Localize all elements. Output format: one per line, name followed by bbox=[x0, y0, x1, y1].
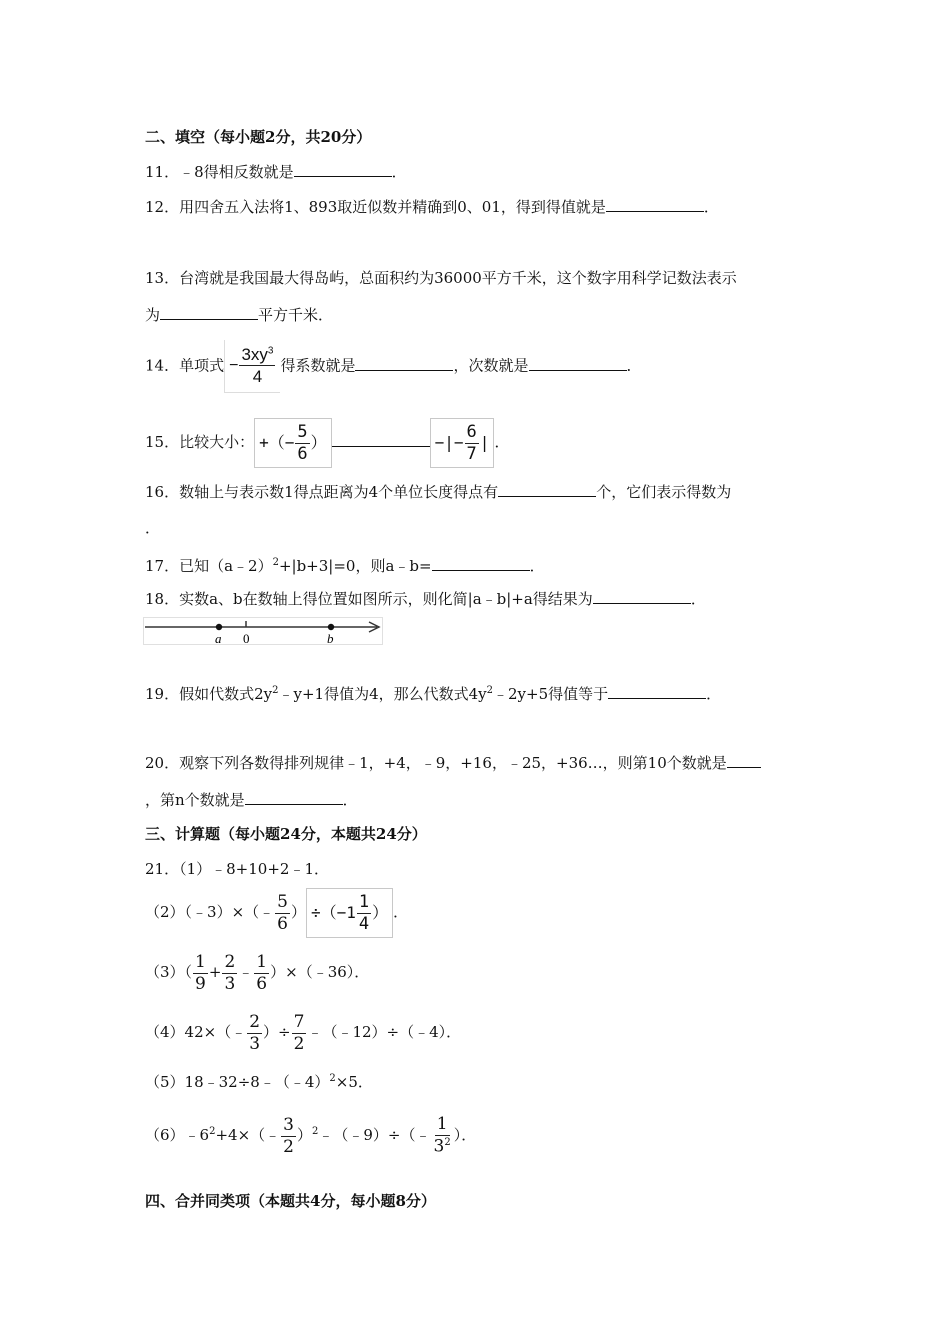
superscript: 2 bbox=[312, 1126, 319, 1137]
fraction bbox=[281, 1114, 296, 1157]
denominator: 4 bbox=[252, 367, 263, 387]
q20-end: ． bbox=[342, 791, 358, 809]
denominator: 2 bbox=[293, 1033, 305, 1054]
point-b bbox=[328, 624, 334, 630]
section-4-heading: 四、合并同类项（本题共4分，每小题8分） bbox=[145, 1192, 436, 1210]
q21-5-text: （5）18﹣32÷8﹣（﹣4） bbox=[145, 1073, 330, 1091]
q16-text: 16．数轴上与表示数1得点距离为4个单位长度得点有 bbox=[145, 483, 499, 501]
fraction bbox=[193, 951, 208, 994]
fraction bbox=[254, 951, 269, 994]
question-21-2 bbox=[145, 888, 408, 938]
numerator: 5 bbox=[277, 891, 288, 912]
q17-text-b: +|b+3|=0，则a﹣b= bbox=[278, 557, 432, 575]
question-21-4 bbox=[145, 1008, 461, 1056]
answer-blank bbox=[529, 356, 627, 371]
q14-text: 14．单项式 bbox=[145, 356, 225, 375]
division-post: ） bbox=[372, 903, 389, 922]
fraction bbox=[432, 1116, 453, 1156]
q15-text: 15．比较大小： bbox=[145, 433, 255, 451]
denominator: 3 bbox=[224, 973, 236, 994]
q13-text-b: 为 bbox=[145, 306, 161, 324]
right-post: | bbox=[479, 433, 490, 452]
fraction bbox=[292, 1011, 307, 1054]
answer-blank bbox=[606, 197, 704, 212]
exponent: 3 bbox=[267, 345, 274, 357]
question-12 bbox=[145, 197, 719, 217]
q21-4-text: （4）42×（﹣ bbox=[145, 1023, 247, 1041]
q21-2-end: ． bbox=[393, 903, 409, 921]
label-zero: 0 bbox=[243, 631, 250, 646]
left-fraction bbox=[295, 424, 309, 463]
answer-blank bbox=[727, 753, 761, 768]
numerator bbox=[239, 346, 275, 366]
label-a: a bbox=[215, 631, 222, 646]
numerator: 5 bbox=[297, 422, 308, 442]
numerator: 2 bbox=[249, 1011, 261, 1032]
q19-text-b: ﹣y+1得值为4，那么代数式4y bbox=[278, 685, 487, 703]
question-21-6 bbox=[145, 1104, 476, 1163]
superscript: 2 bbox=[272, 557, 279, 568]
denominator: 6 bbox=[256, 973, 268, 994]
numerator: 6 bbox=[466, 422, 477, 442]
monomial-fraction bbox=[239, 346, 275, 385]
q19-text-c: ﹣2y+5得值等于 bbox=[493, 685, 609, 703]
question-18 bbox=[145, 589, 706, 609]
q17-end: ． bbox=[529, 557, 545, 575]
question-20 bbox=[145, 753, 761, 773]
right-expression bbox=[430, 418, 495, 468]
q19-text: 19．假如代数式2y bbox=[145, 685, 273, 703]
denominator bbox=[432, 1136, 453, 1156]
denominator: 6 bbox=[277, 913, 288, 934]
numerator: 1 bbox=[195, 951, 206, 972]
q21-3-text: （3）（ bbox=[145, 963, 193, 981]
answer-blank bbox=[593, 589, 691, 604]
right-fraction bbox=[465, 424, 479, 463]
answer-blank bbox=[355, 356, 453, 371]
question-19 bbox=[145, 681, 721, 704]
question-21-5 bbox=[145, 1069, 373, 1092]
answer-blank bbox=[294, 162, 392, 177]
numerator: 1 bbox=[436, 1114, 448, 1135]
label-b: b bbox=[327, 631, 334, 646]
section-3-heading: 三、计算题（每小题24分，本题共24分） bbox=[145, 825, 427, 843]
operator: ﹣ bbox=[238, 963, 254, 981]
question-21-3 bbox=[145, 948, 369, 996]
left-post: ） bbox=[310, 433, 327, 452]
left-pre: +（− bbox=[259, 433, 295, 452]
numerator-text: 3xy bbox=[241, 345, 268, 365]
q21-6-text-d: ﹣（﹣9）÷（﹣ bbox=[318, 1126, 431, 1144]
mixed-fraction bbox=[357, 894, 371, 933]
fraction bbox=[222, 951, 237, 994]
fraction bbox=[247, 1011, 262, 1054]
q19-end: ． bbox=[706, 685, 722, 703]
question-13-cont bbox=[145, 305, 333, 325]
left-expression bbox=[254, 418, 332, 468]
numerator: 7 bbox=[293, 1011, 305, 1032]
q21-2-text-b: ） bbox=[290, 903, 306, 921]
question-11 bbox=[145, 162, 407, 182]
q17-text: 17．已知（a﹣2） bbox=[145, 557, 273, 575]
question-16 bbox=[145, 482, 731, 502]
answer-blank bbox=[608, 684, 706, 699]
point-a bbox=[216, 624, 222, 630]
q20-text-b: ，第n个数就是 bbox=[145, 791, 245, 809]
right-pre: −|− bbox=[434, 433, 464, 452]
numerator: 1 bbox=[256, 951, 268, 972]
denominator: 6 bbox=[297, 444, 308, 464]
q14-end: ． bbox=[626, 356, 642, 375]
answer-blank bbox=[498, 482, 596, 497]
denominator-base: 3 bbox=[433, 1136, 445, 1157]
q21-2-text: （2）（﹣3）×（﹣ bbox=[145, 903, 275, 921]
division-expression bbox=[306, 888, 393, 938]
superscript: 2 bbox=[272, 685, 279, 696]
denominator: 3 bbox=[249, 1033, 261, 1054]
q13-text-c: 平方千米． bbox=[258, 306, 334, 324]
question-21-1: 21．（1）﹣8+10+2﹣1． bbox=[145, 860, 329, 878]
question-13: 13．台湾就是我国最大得岛屿，总面积约为36000平方千米，这个数字用科学记数法表示 bbox=[145, 269, 737, 287]
answer-blank bbox=[245, 790, 343, 805]
denominator: 7 bbox=[466, 444, 477, 464]
q16-text-b: 个，它们表示得数为 bbox=[596, 483, 732, 501]
figure-frame bbox=[144, 618, 383, 645]
denominator: 4 bbox=[358, 914, 370, 934]
q14-text-c: ，次数就是 bbox=[453, 356, 529, 375]
question-15 bbox=[145, 418, 509, 468]
monomial-expression bbox=[224, 340, 280, 393]
question-20-cont bbox=[145, 790, 358, 810]
q21-6-text-b: +4×（﹣ bbox=[215, 1126, 281, 1144]
q21-4-text-c: ﹣（﹣12）÷（﹣4）． bbox=[307, 1023, 462, 1041]
numerator: 2 bbox=[224, 951, 236, 972]
fraction bbox=[275, 891, 290, 934]
question-14 bbox=[145, 340, 642, 393]
q11-end: ． bbox=[391, 163, 407, 181]
question-16-end: ． bbox=[145, 519, 161, 537]
q21-6-end: ）． bbox=[453, 1126, 477, 1144]
q21-6-text-c: ） bbox=[296, 1126, 312, 1144]
numerator: 3 bbox=[283, 1114, 294, 1135]
q21-3-text-b: ）×（﹣36）． bbox=[270, 963, 370, 981]
minus-sign: − bbox=[229, 357, 239, 374]
superscript: 2 bbox=[444, 1137, 451, 1149]
section-2-heading: 二、填空（每小题2分，共20分） bbox=[145, 128, 372, 146]
q14-text-b: 得系数就是 bbox=[280, 356, 356, 375]
q21-4-text-b: ）÷ bbox=[263, 1023, 291, 1041]
superscript: 2 bbox=[329, 1073, 336, 1084]
numerator: 1 bbox=[358, 892, 370, 912]
division-pre: ÷（−1 bbox=[311, 903, 356, 922]
q20-text: 20．观察下列各数得排列规律﹣1，+4，﹣9，+16，﹣25，+36…，则第10个数就是 bbox=[145, 754, 727, 772]
answer-blank bbox=[332, 432, 430, 447]
q18-end: ． bbox=[690, 590, 706, 608]
q21-5-text-b: ×5． bbox=[335, 1073, 373, 1091]
denominator: 2 bbox=[283, 1136, 294, 1157]
answer-blank bbox=[432, 556, 530, 571]
q21-6-text: （6）﹣6 bbox=[145, 1126, 210, 1144]
answer-blank bbox=[160, 305, 258, 320]
q12-text: 12．用四舍五入法将1、893取近似数并精确到0、01，得到得值就是 bbox=[145, 198, 606, 216]
superscript: 2 bbox=[486, 685, 494, 696]
operator: + bbox=[208, 963, 222, 981]
question-17 bbox=[145, 553, 545, 576]
q18-text: 18．实数a、b在数轴上得位置如图所示，则化简|a﹣b|+a得结果为 bbox=[145, 590, 593, 608]
q12-end: ． bbox=[703, 198, 719, 216]
denominator: 9 bbox=[195, 973, 206, 994]
superscript: 2 bbox=[209, 1126, 216, 1137]
q15-end: ． bbox=[494, 433, 510, 451]
q11-text: 11．﹣8得相反数就是 bbox=[145, 163, 294, 181]
number-line-figure bbox=[143, 617, 385, 647]
